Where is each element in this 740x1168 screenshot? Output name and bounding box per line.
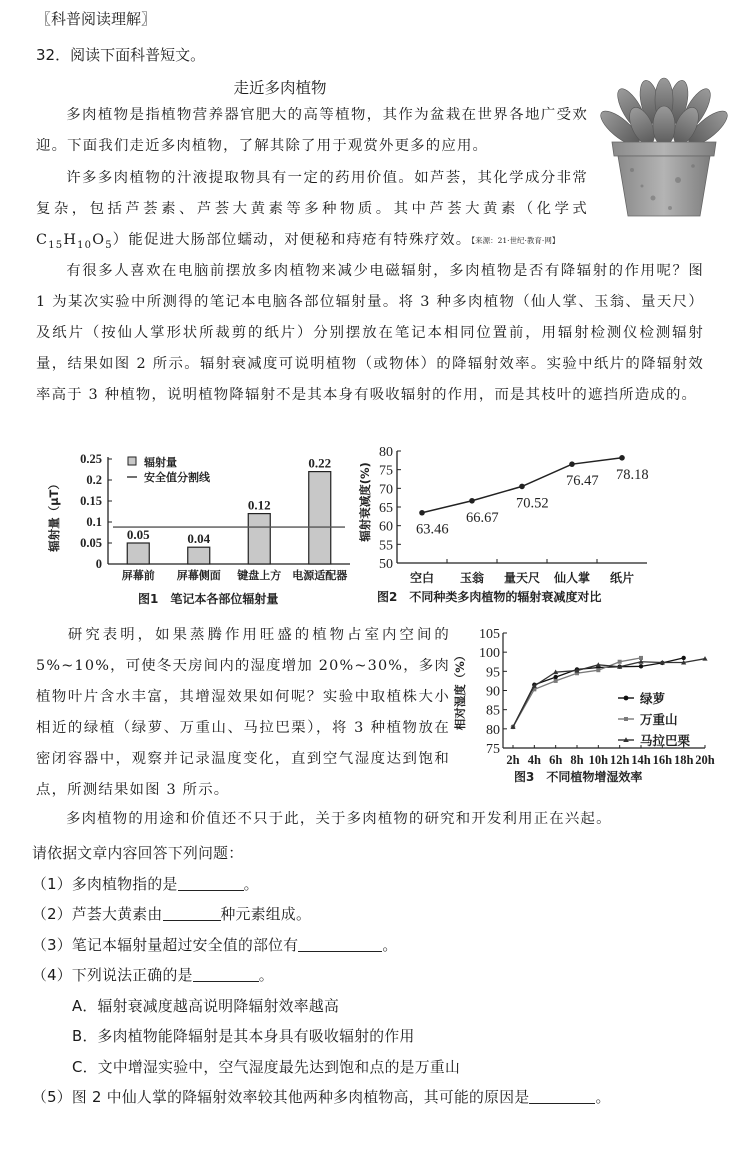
paragraph-2-text-d: ）能促进大肠部位蠕动，对便秘和痔疮有特殊疗效。 [112,232,472,248]
y-tick-label: 50 [379,557,393,572]
figure-2-caption: 图2 不同种类多肉植物的辐射衰减度对比 [377,590,602,604]
question-3 [32,934,397,955]
legend-label: 绿萝 [640,691,666,706]
x-tick-label: 仙人掌 [553,571,591,585]
bar-value-label: 0.12 [247,497,271,513]
data-value-label: 66.67 [466,509,499,526]
question-1-prefix: （1）多肉植物指的是 [32,876,178,893]
bar-value-label: 0.04 [187,531,211,547]
y-tick-label: 65 [379,501,393,516]
bar [248,514,270,564]
x-tick-label: 18h [673,753,694,767]
x-tick-label: 键盘上方 [237,569,282,582]
legend-marker [624,696,629,701]
y-tick-label: 55 [379,538,393,554]
data-point [519,484,525,490]
option-c[interactable]: C．文中增湿实验中，空气湿度最先达到饱和点的是万重山 [72,1059,461,1076]
paragraph-2-text-b: H [63,232,78,248]
y-tick-label: 60 [379,519,393,535]
y-tick-label: 0.1 [86,515,102,529]
figure-2-line-chart [355,440,655,610]
option-a[interactable]: A．辐射衰减度越高说明降辐射效率越高 [72,998,340,1015]
paragraph-5 [36,804,704,835]
x-tick-label: 量天尺 [503,571,541,585]
succulent-plant-image [598,80,730,220]
x-tick-label: 纸片 [609,571,635,585]
x-tick-label: 8h [570,753,584,767]
legend-label: 马拉巴栗 [640,733,691,748]
paragraph-4 [36,620,450,806]
subscript-10: 10 [77,239,93,251]
y-tick-label: 80 [486,722,500,738]
x-tick-label: 屏幕前 [121,569,155,582]
data-point [639,664,643,668]
question-4-prefix: （4）下列说法正确的是 [32,967,193,984]
bar [188,547,210,564]
legend-marker [624,717,628,721]
figure-3-caption: 图3 不同植物增湿效率 [514,770,643,784]
answer-blank-5[interactable] [529,1089,595,1104]
x-tick-label: 屏幕侧面 [176,569,221,582]
legend-bar-swatch [128,457,136,465]
question-4 [32,964,274,985]
legend-label-line: 安全值分割线 [144,471,210,484]
x-tick-label: 电源适配器 [292,569,348,582]
data-value-label: 63.46 [416,521,449,538]
answer-blank-1[interactable] [178,876,244,891]
y-tick-label: 90 [486,684,500,700]
y-tick-label: 100 [479,646,500,662]
question-3-prefix: （3）笔记本辐射量超过安全值的部位有 [32,937,299,954]
y-axis-label: 辐射量（μT） [47,478,61,552]
data-point [596,668,600,672]
figure-1-caption: 图1 笔记本各部位辐射量 [138,592,279,606]
x-tick-label: 12h [609,753,630,767]
question-1-suffix: 。 [243,876,259,893]
paragraph-1-text: 多肉植物是指植物营养器官肥大的高等植物，其作为盆栽在世界各地广受欢迎。下面我们走近多肉植物，了解其除了用于观赏外更多的应用。 [36,107,588,154]
y-tick-label: 0.25 [80,452,102,466]
y-tick-label: 80 [379,445,393,460]
option-b[interactable]: B．多肉植物能降辐射是其本身具有吸收辐射的作用 [72,1028,415,1045]
y-tick-label: 75 [486,742,500,757]
y-tick-label: 85 [486,703,500,719]
questions-intro: 请依据文章内容回答下列问题： [32,845,244,862]
y-axis-label: 相对湿度（%） [453,649,467,731]
paragraph-4-text: 研究表明，如果蒸腾作用旺盛的植物占室内空间的 5%~10%，可使冬天房间内的湿度增加 20%~30%，多肉植物叶片含水丰富，其增湿效果如何呢？实验中取植株大小相近的绿植（绿萝、万重山、马拉巴栗），将 3 种植物放在密闭容器中，观察并记录温度变化，直到空气湿度达到饱和点，所测结果如图 3 所示。 [36,627,450,798]
answer-blank-2[interactable] [163,906,221,921]
x-tick-label: 16h [652,753,673,767]
paragraph-1 [36,100,588,162]
data-value-label: 76.47 [566,473,599,490]
subscript-5: 5 [105,239,113,251]
x-tick-label: 20h [695,753,715,767]
y-tick-label: 0.05 [80,536,102,550]
answer-blank-4[interactable] [193,967,259,982]
x-tick-label: 2h [506,753,520,767]
y-axis-label: 辐射衰减度(%) [358,462,372,542]
y-tick-label: 0.15 [80,494,102,508]
bar [127,543,149,564]
paragraph-2-text-c: O [92,232,106,248]
paragraph-2 [36,163,588,261]
x-tick-label: 空白 [409,571,435,585]
data-point [618,660,622,664]
data-point [569,461,575,467]
paragraph-3 [36,256,704,411]
data-point [419,510,425,516]
legend-label-bar: 辐射量 [144,456,177,469]
question-3-suffix: 。 [382,937,398,954]
data-point [619,455,625,461]
subscript-15: 15 [48,239,64,251]
x-tick-label: 10h [588,753,609,767]
question-1 [32,873,259,894]
figure-1-bar-chart [40,445,360,610]
data-point [553,675,557,679]
x-tick-label: 玉翁 [459,571,485,585]
question-5 [32,1086,611,1107]
bar-value-label: 0.22 [308,455,332,471]
bar-value-label: 0.05 [126,527,150,542]
data-point [469,498,475,504]
question-4-suffix: 。 [258,967,274,984]
question-number: 32．阅读下面科普短文。 [36,46,206,64]
question-2-prefix: （2）芦荟大黄素由 [32,906,163,923]
x-tick-label: 14h [631,753,651,767]
x-tick-label: 4h [527,753,541,767]
paragraph-2-text-a: 许多多肉植物的汁液提取物具有一定的药用价值。如芦荟，其化学成分非常复杂，包括芦荟素、芦荟大黄素等多种物质。其中芦荟大黄素（化学式 C [36,170,588,248]
question-5-suffix: 。 [595,1089,611,1106]
data-value-label: 70.52 [516,495,549,512]
bar [309,472,331,564]
question-5-prefix: （5）图 2 中仙人掌的降辐射效率较其他两种多肉植物高，其可能的原因是 [32,1089,530,1106]
article-title: 走近多肉植物 [233,79,327,97]
section-tag: 〖科普阅读理解〗 [36,10,157,28]
source-note: 【来源：21·世纪·教育·网】 [471,236,560,245]
y-tick-label: 70 [379,482,393,498]
data-point [554,679,558,683]
y-tick-label: 105 [479,627,500,642]
x-tick-label: 6h [549,753,563,767]
y-tick-label: 0 [95,557,102,571]
paragraph-5-text: 多肉植物的用途和价值还不只于此，关于多肉植物的研究和开发利用正在兴起。 [66,811,612,827]
figure-3-line-chart [450,620,715,792]
y-tick-label: 0.2 [86,473,102,487]
legend-label: 万重山 [640,712,678,727]
answer-blank-3[interactable] [298,937,382,952]
data-point [681,656,685,660]
question-2-suffix: 种元素组成。 [220,906,312,923]
y-tick-label: 75 [379,463,393,479]
y-tick-label: 95 [486,665,500,681]
question-2 [32,903,311,924]
data-value-label: 78.18 [616,466,649,483]
paragraph-3-text: 有很多人喜欢在电脑前摆放多肉植物来减少电磁辐射，多肉植物是否有降辐射的作用呢？图 1 为某次实验中所测得的笔记本电脑各部位辐射量。将 3 种多肉植物（仙人掌、玉翁、量天尺）及纸片（按仙人掌形状所裁剪的纸片）分别摆放在笔记本相同位置前，用辐射检测仪检测辐射量，结果如图 2 所示。辐射衰减度可说明植物（或物体）的降辐射效率。实验中纸片的降辐射效率高于 3 种植物，说明植物降辐射不是其本身有吸收辐射的作用，而是其枝叶的遮挡所造成的。 [36,263,704,403]
